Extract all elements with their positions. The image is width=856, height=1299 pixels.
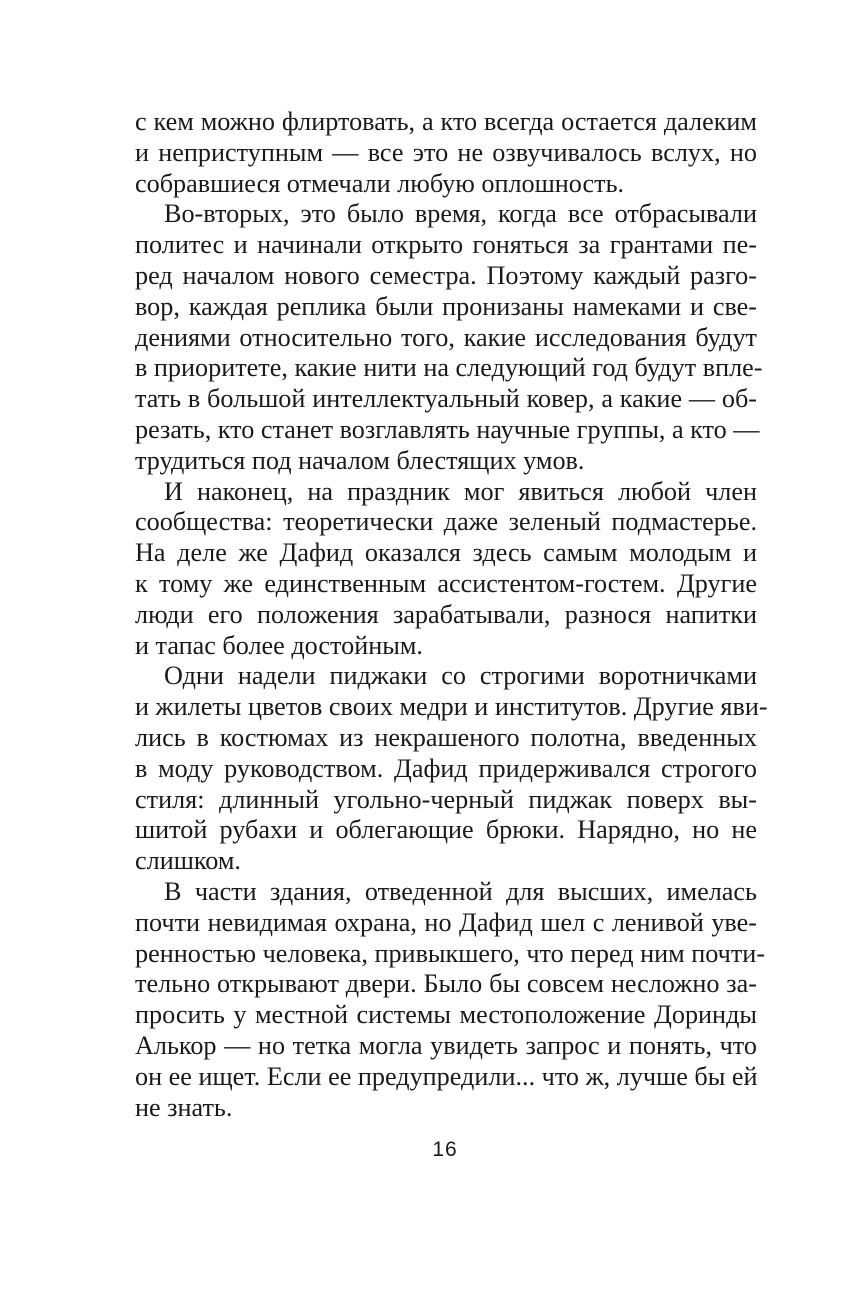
paragraph bbox=[135, 876, 766, 1123]
text-line: сообщества: теоретически даже зеленый подмастерье. bbox=[135, 507, 757, 537]
text-line: На деле же Дафид оказался здесь самым молодым и bbox=[135, 538, 757, 568]
text-line: вор, каждая реплика были пронизаны намеками и све- bbox=[135, 291, 757, 321]
text-line: не знать. bbox=[135, 1092, 233, 1122]
text-line: И наконец, на праздник мог явиться любой член bbox=[164, 476, 757, 506]
text-line: люди его положения зарабатывали, разнося напитки bbox=[135, 599, 757, 629]
text-line: тать в большой интеллектуальный ковер, а какие — об- bbox=[135, 384, 757, 414]
text-line: Одни надели пиджаки со строгими воротничками bbox=[164, 661, 757, 691]
text-line: слишком. bbox=[135, 846, 241, 876]
text-line: ред началом нового семестра. Поэтому каждый разго- bbox=[135, 260, 757, 290]
text-line: политес и начинали открыто гоняться за грантами пе- bbox=[135, 230, 757, 260]
text-line: трудиться под началом блестящих умов. bbox=[135, 445, 585, 475]
text-line: в моду руководством. Дафид придерживался строгого bbox=[135, 753, 757, 783]
text-line: В части здания, отведенной для высших, имелась bbox=[164, 876, 757, 906]
paragraph bbox=[135, 107, 757, 199]
text-line: он ее ищет. Если ее предупредили... что ж, лучше бы ей bbox=[135, 1061, 758, 1091]
text-line: лись в костюмах из некрашеного полотна, введенных bbox=[135, 722, 757, 752]
paragraph bbox=[135, 199, 763, 476]
text-line: почти невидимая охрана, но Дафид шел с ленивой уве- bbox=[135, 907, 757, 937]
text-line: резать, кто станет возглавлять научные группы, а кто — bbox=[135, 414, 760, 444]
text-line: собравшиеся отмечали любую оплошность. bbox=[135, 168, 625, 198]
page-number: 16 bbox=[432, 1138, 458, 1161]
text-line: шитой рубахи и облегающие брюки. Нарядно, но не bbox=[135, 815, 757, 845]
paragraph bbox=[135, 661, 768, 877]
text-line: и тапас более достойным. bbox=[135, 630, 423, 660]
text-line: ренностью человека, привыкшего, что перед ним почти- bbox=[135, 938, 766, 968]
text-line: Во-вторых, это было время, когда все отбрасывали bbox=[164, 199, 757, 229]
text-line: в приоритете, какие нити на следующий год будут впле- bbox=[135, 353, 763, 383]
paragraph bbox=[135, 477, 757, 662]
text-line: к тому же единственным ассистентом-гостем. Другие bbox=[135, 568, 757, 598]
text-line: тельно открывают двери. Было бы совсем несложно за- bbox=[135, 969, 757, 999]
text-line: с кем можно флиртовать, а кто всегда остается далеким bbox=[135, 107, 757, 136]
text-line: и неприступным — все это не озвучивалось вслух, но bbox=[135, 137, 757, 167]
text-line: дениями относительно того, какие исследования будут bbox=[135, 322, 757, 352]
text-line: просить у местной системы местоположение Доринды bbox=[135, 1000, 757, 1030]
text-line: стиля: длинный угольно-черный пиджак поверх вы- bbox=[135, 784, 757, 814]
body-text bbox=[135, 107, 768, 1123]
text-line: Алькор — но тетка могла увидеть запрос и понять, что bbox=[135, 1030, 757, 1060]
text-line: и жилеты цветов своих медри и институтов. Другие яви- bbox=[135, 692, 768, 722]
